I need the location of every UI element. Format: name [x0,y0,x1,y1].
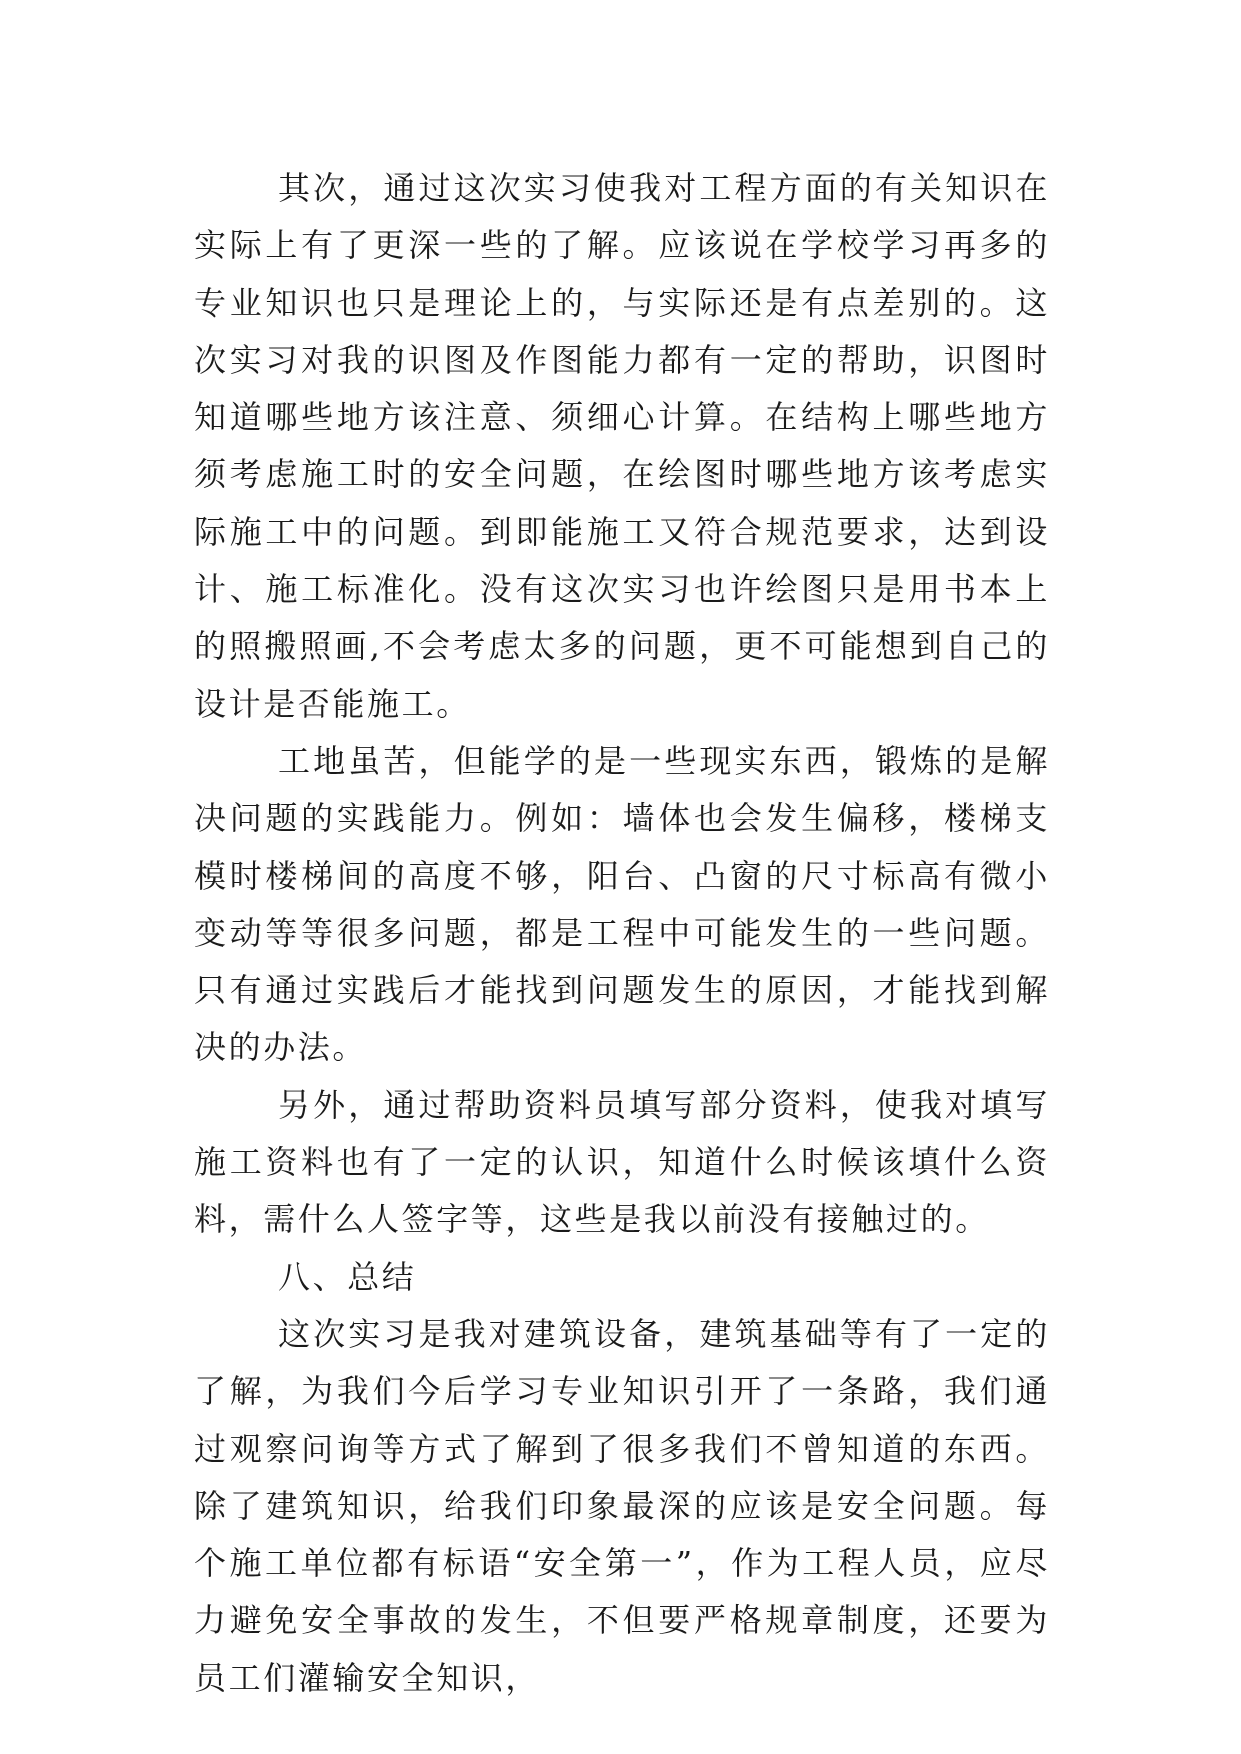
paragraph-construction-site: 工地虽苦，但能学的是一些现实东西，锻炼的是解决问题的实践能力。例如：墙体也会发生偏移，楼梯支模时楼梯间的高度不够，阳台、凸窗的尺寸标高有微小变动等等很多问题，都是工程中可能发生的一些问题。只有通过实践后才能找到问题发生的原因，才能找到解决的办法。 [194,741,1050,1067]
body-text [194,160,1050,1707]
paragraph-second-point: 其次，通过这次实习使我对工程方面的有关知识在实际上有了更深一些的了解。应该说在学校学习再多的专业知识也只是理论上的，与实际还是有点差别的。这次实习对我的识图及作图能力都有一定的帮助，识图时知道哪些地方该注意、须细心计算。在结构上哪些地方须考虑施工时的安全问题，在绘图时哪些地方该考虑实际施工中的问题。到即能施工又符合规范要求，达到设计、施工标准化。没有这次实习也许绘图只是用书本上的照搬照画,不会考虑太多的问题，更不可能想到自己的设计是否能施工。 [194,169,1050,723]
paragraph-summary: 这次实习是我对建筑设备，建筑基础等有了一定的了解，为我们今后学习专业知识引开了一条路，我们通过观察问询等方式了解到了很多我们不曾知道的东西。除了建筑知识，给我们印象最深的应该是安全问题。每个施工单位都有标语“安全第一”，作为工程人员，应尽力避免安全事故的发生，不但要严格规章制度，还要为员工们灌输安全知识， [194,1314,1050,1697]
paragraph-documentation: 另外，通过帮助资料员填写部分资料，使我对填写施工资料也有了一定的认识，知道什么时候该填什么资料，需什么人签字等，这些是我以前没有接触过的。 [194,1085,1050,1239]
section-heading-summary: 八、总结 [278,1257,417,1296]
